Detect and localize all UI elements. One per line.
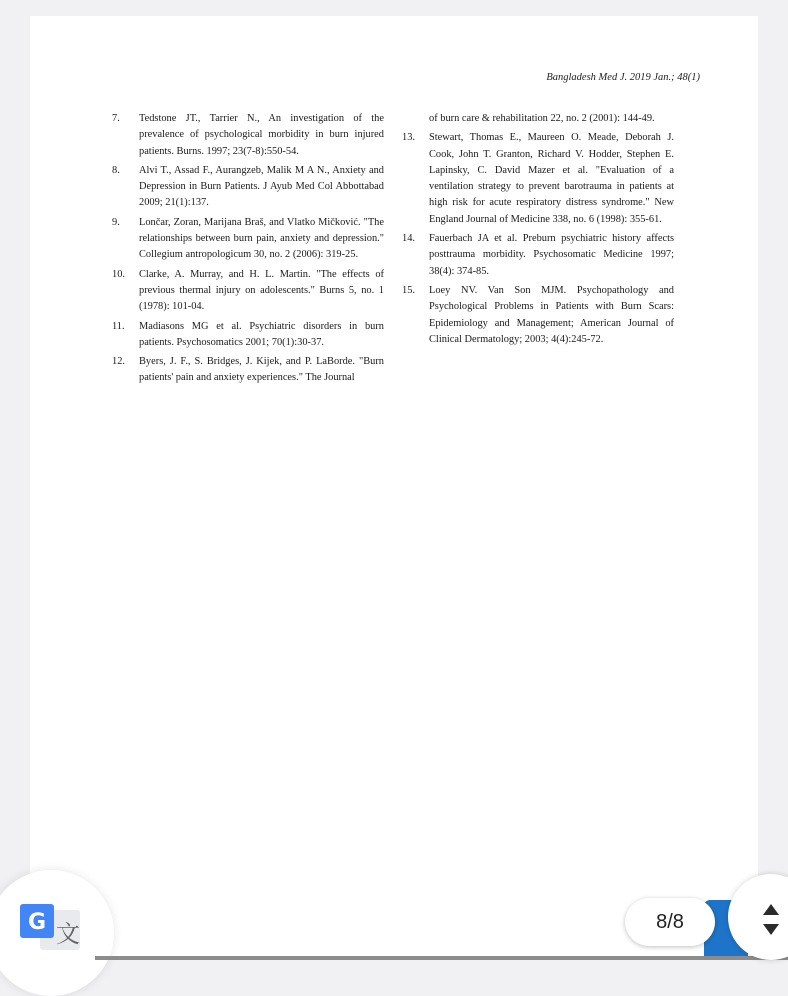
- svg-text:文: 文: [56, 920, 80, 948]
- reference-text: Lončar, Zoran, Marijana Braš, and Vlatko Mičković. "The relationships between burn pain, anxiety and depression." Collegium antropologicum 30, no. 2 (2006): 319-25.: [139, 216, 384, 261]
- reference-text: Fauerbach JA et al. Preburn psychiatric history affects posttrauma morbidity. Psychosomatic Medicine 1997; 38(4): 374-85.: [429, 233, 674, 277]
- reading-progress-fill: [95, 956, 788, 960]
- reference-number: 12.: [112, 356, 125, 368]
- reference-text: Madiasons MG et al. Psychiatric disorders in burn patients. Psychosomatics 2001; 70(1):30-37.: [139, 320, 384, 348]
- page-counter: 8/8: [625, 898, 715, 946]
- reference-text: Clarke, A. Murray, and H. L. Martin. "The effects of previous thermal injury on adolescents." Burns 5, no. 1 (1978): 101-04.: [139, 268, 384, 313]
- reference-item: [112, 215, 384, 264]
- references-left-column: [112, 111, 384, 390]
- reference-item: [112, 267, 384, 316]
- reference-item: [402, 283, 674, 348]
- reference-item: [112, 111, 384, 160]
- google-translate-icon: [20, 904, 84, 954]
- reference-text: Stewart, Thomas E., Maureen O. Meade, Deborah J. Cook, John T. Granton, Richard V. Hodder, Stephen E. Lapinsky, C. David Mazer et al. "Evaluation of a ventilation strategy to prevent barotrauma in patients at high risk for acute respiratory distress syndrome." New England Journal of Medicine 338, no. 6 (1998): 355-61.: [429, 132, 674, 225]
- reference-number: 9.: [112, 216, 120, 228]
- reference-number: 11.: [112, 320, 125, 332]
- reference-number: 14.: [402, 233, 415, 245]
- reference-text: Tedstone JT., Tarrier N., An investigation of the prevalence of psychological morbidity in burn injured patients. Burns. 1997; 23(7-8):550-54.: [139, 113, 384, 157]
- reference-item: [112, 319, 384, 352]
- reference-number: 13.: [402, 132, 415, 144]
- reference-item: [112, 163, 384, 212]
- arrow-down-icon[interactable]: [763, 924, 779, 935]
- reference-text: Loey NV. Van Son MJM. Psychopathology and Psychological Problems in Patients with Burn Scars: Epidemiology and Management; American Journal of Clinical Dermatology; 2003; 4(4):245-72.: [429, 284, 674, 345]
- references-right-column: [402, 111, 674, 351]
- reference-number: 8.: [112, 164, 120, 176]
- reference-number: 10.: [112, 268, 125, 280]
- reference-number: 7.: [112, 113, 120, 124]
- arrow-up-icon[interactable]: [763, 904, 779, 915]
- reference-item: [402, 231, 674, 280]
- reference-item: [112, 354, 384, 387]
- reading-progress-bar: [95, 956, 788, 960]
- reference-continuation: of burn care & rehabilitation 22, no. 2 (2001): 144-49.: [429, 113, 655, 124]
- reference-item: [402, 130, 674, 228]
- reference-number: 15.: [402, 284, 415, 296]
- reference-text: Byers, J. F., S. Bridges, J. Kijek, and P. LaBorde. "Burn patients' pain and anxiety experiences." The Journal: [139, 356, 384, 384]
- svg-text:G: G: [27, 910, 47, 935]
- journal-header: Bangladesh Med J. 2019 Jan.; 48(1): [546, 72, 700, 83]
- reference-text: Alvi T., Assad F., Aurangzeb, Malik M A N., Anxiety and Depression in Burn Patients. J Ayub Med Col Abbottabad 2009; 21(1):137.: [139, 164, 384, 209]
